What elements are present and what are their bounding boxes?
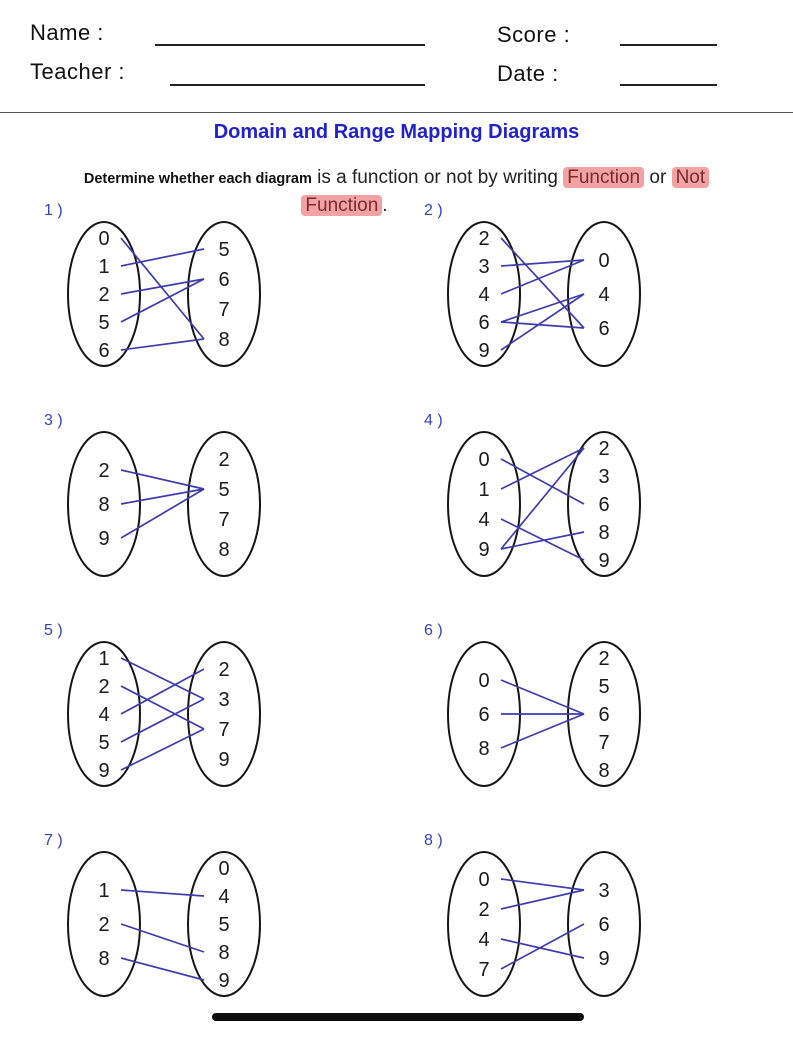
mapping-line — [501, 294, 584, 322]
instruction-bold-part: Determine whether each diagram — [83, 171, 312, 187]
page-title: Domain and Range Mapping Diagrams — [213, 121, 580, 143]
mapping-line — [121, 339, 204, 350]
diagram-2-number: 2 ) — [424, 202, 443, 219]
domain-value: 1 — [98, 880, 110, 902]
range-value: 8 — [598, 522, 610, 544]
mapping-diagram-6 — [422, 626, 702, 822]
range-value: 9 — [598, 550, 610, 572]
highlight-function: Function — [563, 167, 644, 188]
domain-value: 5 — [98, 312, 110, 334]
domain-value: 8 — [478, 738, 490, 760]
domain-value: 4 — [478, 284, 490, 306]
range-value: 3 — [598, 880, 610, 902]
instruction-period: . — [382, 195, 388, 216]
diagram-6 — [422, 622, 702, 827]
range-value: 0 — [598, 250, 610, 272]
mapping-line — [501, 238, 584, 328]
domain-value: 9 — [478, 539, 490, 561]
range-value: 3 — [218, 689, 230, 711]
range-value: 8 — [598, 760, 610, 782]
domain-value: 7 — [478, 959, 490, 981]
domain-value: 9 — [98, 760, 110, 782]
date-blank-line — [620, 84, 717, 86]
range-value: 6 — [598, 914, 610, 936]
diagram-8 — [422, 832, 702, 1037]
diagram-8-number: 8 ) — [424, 832, 443, 849]
instruction-or: or — [644, 167, 672, 188]
domain-value: 2 — [478, 228, 490, 250]
range-value: 4 — [218, 886, 230, 908]
domain-value: 1 — [98, 256, 110, 278]
domain-value: 8 — [98, 948, 110, 970]
domain-value: 8 — [98, 494, 110, 516]
header-divider — [0, 112, 793, 113]
range-value: 8 — [218, 942, 230, 964]
diagram-1-number: 1 ) — [44, 202, 63, 219]
name-blank-line — [155, 44, 425, 46]
domain-value: 4 — [98, 704, 110, 726]
diagram-3-number: 3 ) — [44, 412, 63, 429]
range-value: 6 — [598, 494, 610, 516]
domain-value: 2 — [98, 460, 110, 482]
mapping-line — [501, 924, 584, 969]
domain-value: 0 — [478, 449, 490, 471]
score-label: Score : — [497, 22, 571, 47]
range-value: 9 — [218, 749, 230, 771]
mapping-line — [121, 279, 204, 322]
diagram-3 — [42, 412, 322, 617]
diagram-grid — [42, 202, 702, 1037]
domain-value: 2 — [98, 676, 110, 698]
mapping-diagram-4 — [422, 416, 702, 612]
domain-value: 4 — [478, 509, 490, 531]
mapping-diagram-1 — [42, 206, 322, 402]
score-blank-line — [620, 44, 717, 46]
domain-value: 6 — [478, 704, 490, 726]
mapping-diagram-7 — [42, 836, 322, 1032]
range-value: 8 — [218, 329, 230, 351]
range-value: 6 — [598, 318, 610, 340]
diagram-2 — [422, 202, 702, 407]
domain-value: 2 — [98, 284, 110, 306]
mapping-diagram-2 — [422, 206, 702, 402]
mapping-line — [121, 238, 204, 339]
name-label: Name : — [30, 20, 104, 45]
range-value: 5 — [218, 479, 230, 501]
range-value: 2 — [598, 648, 610, 670]
range-value: 7 — [218, 719, 230, 741]
range-value: 4 — [598, 284, 610, 306]
mapping-line — [121, 279, 204, 294]
teacher-label: Teacher : — [30, 59, 125, 84]
mapping-line — [121, 924, 204, 952]
instruction-line-1 — [0, 165, 793, 192]
range-value: 8 — [218, 539, 230, 561]
range-value: 5 — [598, 676, 610, 698]
highlight-function-2: Function — [301, 195, 382, 216]
date-label: Date : — [497, 61, 559, 86]
range-value: 6 — [218, 269, 230, 291]
range-value: 9 — [598, 948, 610, 970]
domain-value: 6 — [478, 312, 490, 334]
range-value: 9 — [218, 970, 230, 992]
range-value: 7 — [598, 732, 610, 754]
range-value: 7 — [218, 299, 230, 321]
range-value: 0 — [218, 858, 230, 880]
teacher-blank-line — [170, 84, 425, 86]
diagram-7 — [42, 832, 322, 1037]
range-value: 2 — [218, 449, 230, 471]
diagram-7-number: 7 ) — [44, 832, 63, 849]
diagram-1 — [42, 202, 322, 407]
diagram-4-number: 4 ) — [424, 412, 443, 429]
diagram-5-number: 5 ) — [44, 622, 63, 639]
domain-value: 4 — [478, 929, 490, 951]
domain-value: 9 — [478, 340, 490, 362]
diagram-5 — [42, 622, 322, 827]
domain-value: 1 — [98, 648, 110, 670]
domain-value: 2 — [478, 899, 490, 921]
mapping-diagram-5 — [42, 626, 322, 822]
diagram-4 — [422, 412, 702, 617]
range-value: 7 — [218, 509, 230, 531]
range-value: 2 — [218, 659, 230, 681]
mapping-line — [501, 939, 584, 958]
domain-value: 0 — [478, 869, 490, 891]
range-value: 2 — [598, 438, 610, 460]
mapping-diagram-8 — [422, 836, 702, 1032]
range-value: 5 — [218, 914, 230, 936]
domain-value: 0 — [98, 228, 110, 250]
domain-value: 5 — [98, 732, 110, 754]
mapping-line — [121, 958, 204, 980]
domain-value: 6 — [98, 340, 110, 362]
range-value: 6 — [598, 704, 610, 726]
diagram-6-number: 6 ) — [424, 622, 443, 639]
mapping-diagram-3 — [42, 416, 322, 612]
domain-value: 0 — [478, 670, 490, 692]
domain-value: 9 — [98, 528, 110, 550]
range-value: 3 — [598, 466, 610, 488]
domain-value: 3 — [478, 256, 490, 278]
highlight-not: Not — [672, 167, 710, 188]
mapping-line — [501, 890, 584, 909]
bottom-bar — [212, 1013, 584, 1021]
instruction-regular-part: is a function or not by writing — [311, 167, 564, 188]
range-value: 5 — [218, 239, 230, 261]
domain-value: 1 — [478, 479, 490, 501]
domain-value: 2 — [98, 914, 110, 936]
